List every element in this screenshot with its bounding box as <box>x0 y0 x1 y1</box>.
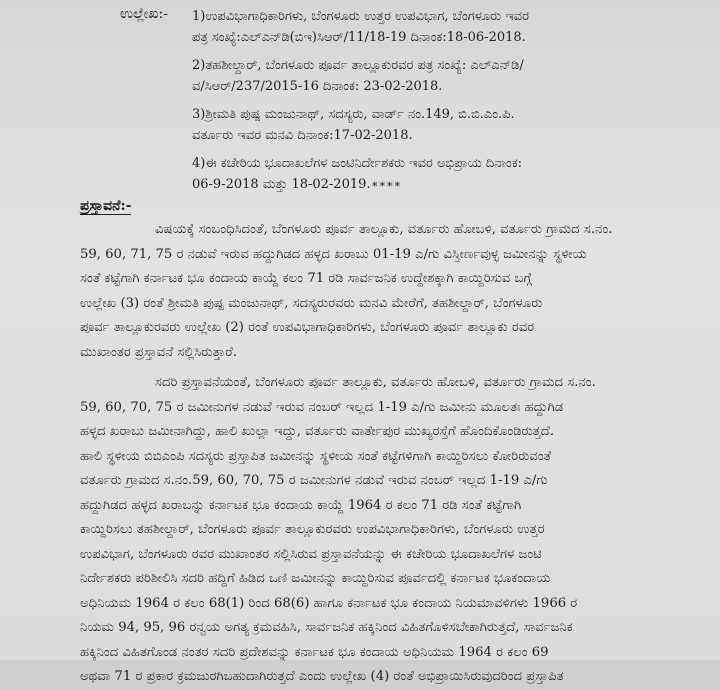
reference-line: 3)ಶ್ರೀಮತಿ ಪುಷ್ಪ ಮಂಜುನಾಥ್, ಸದಸ್ಯರು, ವಾರ್ಡ್ ನಂ.149, ಬಿ.ಬಿ.ಎಂ.ಪಿ. <box>192 107 515 122</box>
reference-item <box>192 6 712 48</box>
text-line: ಉಲ್ಲೇಖ (3) ರಂತೆ ಶ್ರೀಮತಿ ಪುಷ್ಪ ಮಂಜುನಾಥ್, ಸದಸ್ಯರುರವರು ಮನವಿ ಮೇರೆಗೆ, ತಹಶೀಲ್ದಾರ್, ಬೆಂಗಳೂರು <box>80 295 543 311</box>
text-line: 59, 60, 71, 75 ರ ನಡುವೆ ಇರುವ ಹದ್ದುಗಿಡದ ಹಳ್ಳದ ಖರಾಬು 01-19 ಎ/ಗು ವಿಸ್ತೀರ್ಣವುಳ್ಳ ಜಮೀನನ್ನು ಸ್ಥಳೀಯ <box>80 246 587 262</box>
reference-line: ವ/ಸಿಆರ್/237/2015-16 ದಿನಾಂಕ: 23-02-2018. <box>192 79 443 94</box>
body-text <box>80 218 720 690</box>
references-label: ಉಲ್ಲೇಖ:- <box>120 6 168 22</box>
text-line: ಹಳ್ಳದ ಖರಾಬು ಜಮೀನಾಗಿದ್ದು, ಹಾಲಿ ಖುಲ್ಲಾ ಇದ್ದು, ವರ್ತೂರು ವಾರ್ತೇಪುರ ಮುಖ್ಯರಸ್ತೆಗೆ ಹೊಂದಿಕೊಂಡಿರುತ್ತದೆ. <box>80 424 555 439</box>
text-line: ಕಾಯ್ದಿರಿಸಲು ತಹಶೀಲ್ದಾರ್, ಬೆಂಗಳೂರು ಪೂರ್ವ ತಾಲ್ಲೂಕುರವರು ಉಪವಿಭಾಗಾಧಿಕಾರಿಗಳು, ಬೆಂಗಳೂರು ಉತ್ತರ <box>80 522 545 537</box>
text-line: ನಿಯಮ 94, 95, 96 ರನ್ವಯ ಅಗತ್ಯ ಕ್ರಮವಹಿಸಿ, ಸಾರ್ವಜನಿಕ ಹಕ್ಕಿನಿಂದ ವಿಹಿತಗೊಳಿಸಬೇಕಾಗಿರುತ್ತದೆ, ಸಾರ್ವಜನಿಕ <box>80 620 573 635</box>
text-line: ಸಂತೆ ಕಟ್ಟೆಗಾಗಿ ಕರ್ನಾಟಕ ಭೂ ಕಂದಾಯ ಕಾಯ್ದೆ ಕಲಂ 71 ರಡಿ ಸಾರ್ವಜನಿಕ ಉದ್ದೇಶಕ್ಕಾಗಿ ಕಾಯ್ದಿರಿಸುವ ಬಗ್ಗೆ <box>80 271 532 286</box>
text-line: ಉಪವಿಭಾಗ, ಬೆಂಗಳೂರು ರವರ ಮುಖಾಂತರ ಸಲ್ಲಿಸಿರುವ ಪ್ರಸ್ತಾವನೆಯನ್ನು ಈ ಕಚೇರಿಯ ಭೂದಾಖಲೆಗಳ ಜಂಟಿ <box>80 546 542 562</box>
text-line: ಹಾಲಿ ಸ್ಥಳೀಯ ಬಿಬಿಎಂಪಿ ಸದಸ್ಯರು ಪ್ರಸ್ತಾಪಿತ ಜಮೀನನ್ನು ಸ್ಥಳೀಯ ಸಂತೆ ಕಟ್ಟೆಗಳಿಗಾಗಿ ಕಾಯ್ದಿರಿಸಲು ಕೋರಿರುವಂತೆ <box>80 448 552 464</box>
references-list <box>192 6 712 195</box>
reference-line: 06-9-2018 ಮತ್ತು 18-02-2019. <box>192 177 371 192</box>
reference-line: 2)ತಹಶೀಲ್ದಾರ್, ಬೆಂಗಳೂರು ಪೂರ್ವ ತಾಲ್ಲೂಕುರವರ ಪತ್ರ ಸಂಖ್ಯೆ: ಎಲ್‌ಎನ್‌ಡಿ/ <box>192 58 524 73</box>
text-line: ವಿಷಯಕ್ಕೆ ಸಂಬಂಧಿಸಿದಂತೆ, ಬೆಂಗಳೂರು ಪೂರ್ವ ತಾಲ್ಲೂಕು, ವರ್ತೂರು ಹೋಬಳಿ, ವರ್ತೂರು ಗ್ರಾಮದ ಸ.ನಂ. <box>155 222 613 237</box>
text-line: ವರ್ತೂರು ಗ್ರಾಮದ ಸ.ನಂ.59, 60, 70, 75 ರ ಜಮೀನುಗಳ ನಡುವೆ ಇರುವ ನಂಬರ್ ಇಲ್ಲದ 1-19 ಎ/ಗು <box>80 473 548 488</box>
text-line: 59, 60, 70, 75 ರ ಜಮೀನುಗಳ ನಡುವೆ ಇರುವ ನಂಬರ್ ಇಲ್ಲದ 1-19 ಎ/ಗು ಜಮೀನು ಮೂಲತಃ ಹದ್ದುಗಿಡ <box>80 399 564 415</box>
reference-line: 4)ಈ ಕಚೇರಿಯ ಭೂದಾಖಲೆಗಳ ಜಂಟಿನಿರ್ದೇಶಕರು ಇವರ ಅಭಿಪ್ರಾಯ ದಿನಾಂಕ: <box>192 156 523 171</box>
text-line: ಅಧಿನಿಯಮ 1964 ರ ಕಲಂ 68(1) ರಿಂದ 68(6) ಹಾಗೂ ಕರ್ನಾಟಕ ಭೂ ಕಂದಾಯ ನಿಯಮಾವಳಿಗಳು 1966 ರ <box>80 595 578 611</box>
section-heading: ಪ್ರಸ್ತಾವನೆ:- <box>80 198 132 214</box>
text-line: ಮುಖಾಂತರ ಪ್ರಸ್ತಾವನೆ ಸಲ್ಲಿಸಿರುತ್ತಾರೆ. <box>80 344 237 360</box>
paragraph <box>80 218 720 365</box>
text-line: ಸದರಿ ಪ್ರಸ್ತಾವನೆಯಂತೆ, ಬೆಂಗಳೂರು ಪೂರ್ವ ತಾಲ್ಲೂಕು, ವರ್ತೂರು ಹೋಬಳಿ, ವರ್ತೂರು ಗ್ರಾಮದ ಸ.ನಂ. <box>155 375 596 390</box>
text-line: ಅಥವಾ 71 ರ ಪ್ರಕಾರ ಕ್ರಮಜುರಗಿಬಹುದಾಗಿರುತ್ತದೆ ಎಂದು ಉಲ್ಲೇಖ (4) ರಂತೆ ಅಭಿಪ್ರಾಯಿಸಿರುವುದರಿಂದ ಪ್ರಸ್ತಾಪಿತ <box>80 669 564 684</box>
text-line: ನಿರ್ದೇಶಕರು ಪರಿಶೀಲಿಸಿ ಸದರಿ ಹದ್ದಿಗೆ ಹಿಡಿದ ಒಣಿ ಜಮೀನನ್ನು ಕಾಯ್ದಿರಿಸುವ ಪೂರ್ವದಲ್ಲಿ ಕರ್ನಾಟಕ ಭೂಕಂದಾಯ <box>80 571 551 586</box>
reference-item <box>192 55 712 97</box>
reference-item <box>192 153 712 195</box>
text-line: ಪೂರ್ವ ತಾಲ್ಲೂಕುರವರು ಉಲ್ಲೇಖ (2) ರಂತೆ ಉಪವಿಭಾಗಾಧಿಕಾರಿಗಳು, ಬೆಂಗಳೂರು ಪೂರ್ವ ತಾಲ್ಲೂಕು ರವರ <box>80 320 535 335</box>
text-line: ಹಕ್ಕಿನಿಂದ ವಿಹಿತಗೊಂಡ ನಂತರ ಸದರಿ ಪ್ರದೇಶವನ್ನು ಕರ್ನಾಟಕ ಭೂ ಕಂದಾಯ ಅಧಿನಿಯಮ 1964 ರ ಕಲಂ 69 <box>80 644 549 660</box>
text-line: ಹದ್ದುಗಿಡದ ಹಳ್ಳದ ಖರಾಬನ್ನು ಕರ್ನಾಟಕ ಭೂ ಕಂದಾಯ ಕಾಯ್ದೆ 1964 ರ ಕಲಂ 71 ರಡಿ ಸಂತೆ ಕಟ್ಟೆಗಾಗಿ <box>80 497 522 513</box>
reference-item <box>192 104 712 146</box>
reference-line: ಪತ್ರ ಸಂಖ್ಯೆ:ಎಲ್‌ಎನ್‌ಡಿ(ಬಿಇ)ಸಿಆರ್/11/18-19 ದಿನಾಂಕ:18-06-2018. <box>192 30 526 45</box>
reference-line: 1)ಉಪವಿಭಾಗಾಧಿಕಾರಿಗಳು, ಬೆಂಗಳೂರು ಉತ್ತರ ಉಪವಿಭಾಗ, ಬೆಂಗಳೂರು ಇವರ <box>192 9 529 24</box>
section-separator: **** <box>372 180 402 193</box>
reference-line: ವರ್ತೂರು ಇವರ ಮನವಿ ದಿನಾಂಕ:17-02-2018. <box>192 128 413 143</box>
paragraph <box>80 371 720 690</box>
